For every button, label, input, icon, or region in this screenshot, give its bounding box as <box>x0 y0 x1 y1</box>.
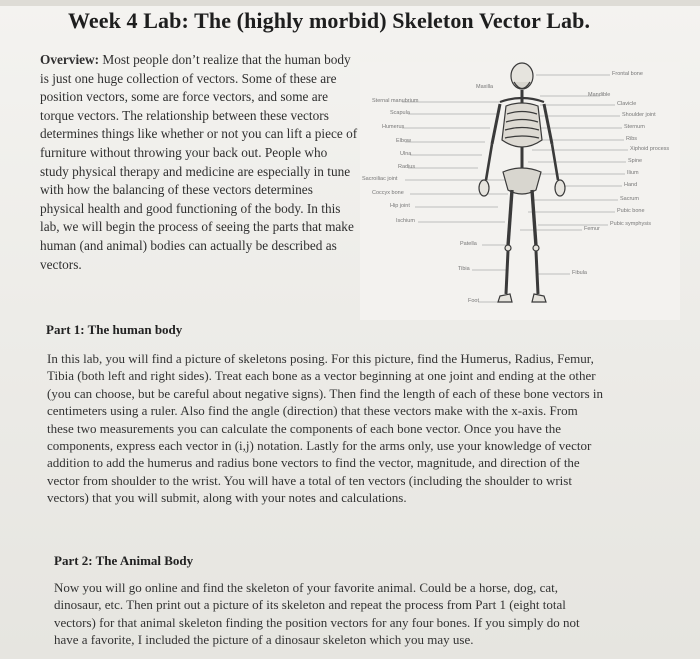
label-ribs: Ribs <box>626 136 638 142</box>
label-sternal-manubrium: Sternal manubrium <box>372 98 419 104</box>
label-sternum: Sternum <box>624 124 645 130</box>
overview-label: Overview: <box>40 52 100 67</box>
label-radius: Radius <box>398 164 416 170</box>
label-sacrum: Sacrum <box>620 196 639 202</box>
label-hip-joint: Hip joint <box>390 203 410 209</box>
label-foot: Foot <box>468 298 480 304</box>
label-ischium: Ischium <box>396 218 415 224</box>
part2-body: Now you will go online and find the skeleton of your favorite animal. Could be a horse, dog, cat, dinosaur, etc. Then print out a picture of its skeleton and repeat the process from Part 1 (eight total vectors) for that animal skeleton finding the position vectors for any four bones. If you simply do not have a favorite, I included the picture of a dinosaur skeleton which you may use. <box>54 580 580 648</box>
label-pubic-symphysis: Pubic symphysis <box>610 221 651 227</box>
part2-heading: Part 2: The Animal Body <box>54 553 194 568</box>
label-patella: Patella <box>460 241 477 247</box>
label-scapula: Scapula <box>390 110 410 116</box>
overview-paragraph <box>40 51 358 274</box>
label-mandible: Mandible <box>588 92 611 98</box>
page-title: Week 4 Lab: The (highly morbid) Skeleton Vector Lab. <box>68 8 591 33</box>
label-clavicle: Clavicle <box>617 101 637 107</box>
label-femur: Femur <box>584 226 600 232</box>
label-elbow: Elbow <box>396 138 411 144</box>
label-ilium: Ilium <box>627 170 639 176</box>
part1-heading: Part 1: The human body <box>46 322 183 337</box>
part1-body: In this lab, you will find a picture of skeletons posing. For this picture, find the Humerus, Radius, Femur, Tibia (both left and right sides). Treat each bone as a vector beginning at one joint and ending at the other (you can choose, but be careful about negative signs). Then find the length of each of these bone vectors in centimeters using a ruler. Also find the angle (direction) that these vectors make with the x-axis. From these two measurements you can calculate the components of each bone vector. Once you have the components, express each vector in (i,j) notation. Lastly for the arms only, use your knowledge of vector addition to add the humerus and radius bone vectors to find the vector, magnitude, and direction of the vector from shoulder to the wrist. You will have a total of ten vectors (including the shoulder to wrist vectors) that you will submit, along with your notes and calculations. <box>47 351 604 506</box>
label-tibia: Tibia <box>458 266 470 272</box>
label-humerus: Humerus <box>382 124 405 130</box>
label-frontal-bone: Frontal bone <box>612 71 643 77</box>
label-hand: Hand <box>624 182 638 188</box>
overview-text: Most people don’t realize that the human body is just one huge collection of vectors. Some of these are position vectors, some are force vectors, and some are torque vectors. The relationship between these vectors determines things like whether or not you can lift a piece of furniture without throwing your back out. People who study physical therapy and medicine are especially in tune with how the balancing of these vectors determines physical health and good functioning of the body. In this lab, we will begin the process of seeing the parts that make human (and animal) bodies can actually be described as vectors. <box>40 52 358 272</box>
label-xiphoid-process: Xiphoid process <box>630 146 670 152</box>
label-shoulder-joint: Shoulder joint <box>622 112 656 118</box>
label-ulna: Ulna <box>400 151 412 157</box>
label-maxilla: Maxilla <box>476 84 494 90</box>
skeleton-figure <box>360 62 680 320</box>
page-top-edge <box>0 0 700 6</box>
label-sacroiliac-joint: Sacroiliac joint <box>362 176 398 182</box>
label-pubic-bone: Pubic bone <box>617 208 645 214</box>
label-fibula: Fibula <box>572 270 587 276</box>
label-spine: Spine <box>628 158 643 164</box>
label-coccyx-bone: Coccyx bone <box>372 190 404 196</box>
